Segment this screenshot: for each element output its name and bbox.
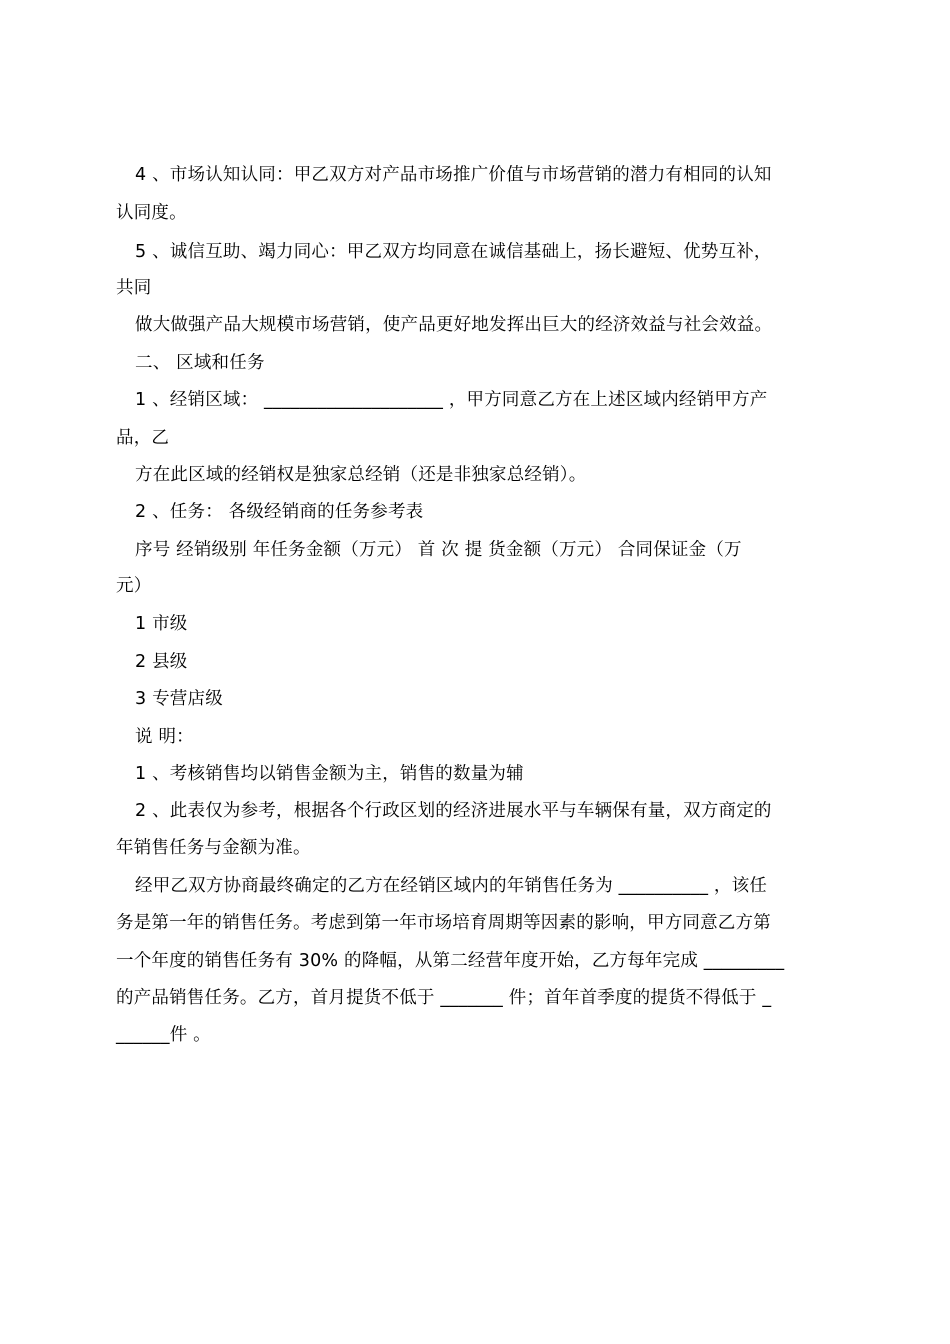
table-row: 2 县级 xyxy=(135,652,188,672)
table-row: 1 市级 xyxy=(135,614,188,634)
text-line: 1 、经销区域： ____________________ ，甲方同意乙方在上述区域内经销甲方产 xyxy=(135,390,768,410)
text-line: 4 、市场认知认同：甲乙双方对产品市场推广价值与市场营销的潜力有相同的认知 xyxy=(135,165,772,185)
text-line: ______件 。 xyxy=(116,1025,211,1045)
text-line: 经甲乙双方协商最终确定的乙方在经销区域内的年销售任务为 __________ ，该任 xyxy=(135,876,768,896)
text-line: 2 、此表仅为参考，根据各个行政区划的经济进展水平与车辆保有量，双方商定的 xyxy=(135,801,772,821)
section-heading: 二、 区域和任务 xyxy=(135,353,265,373)
table-header-line: 序号 经销级别 年任务金额（万元） 首 次 提 货金额（万元） 合同保证金（万 xyxy=(135,540,742,560)
text-line: 品，乙 xyxy=(116,428,170,448)
text-line: 的产品销售任务。乙方，首月提货不低于 _______ 件；首年首季度的提货不得低于 _ xyxy=(116,988,772,1008)
text-line: 年销售任务与金额为准。 xyxy=(116,838,311,858)
text-line: 说 明： xyxy=(135,727,194,747)
table-row: 3 专营店级 xyxy=(135,689,223,709)
text-line: 认同度。 xyxy=(116,203,187,223)
text-line: 1 、考核销售均以销售金额为主，销售的数量为辅 xyxy=(135,764,524,784)
text-line: 2 、任务： 各级经销商的任务参考表 xyxy=(135,502,424,522)
text-line: 共同 xyxy=(116,278,152,298)
text-line: 5 、诚信互助、竭力同心：甲乙双方均同意在诚信基础上，扬长避短、优势互补， xyxy=(135,242,772,262)
text-line: 务是第一年的销售任务。考虑到第一年市场培育周期等因素的影响，甲方同意乙方第 xyxy=(116,913,771,933)
table-header-line: 元） xyxy=(116,576,152,596)
text-line: 一个年度的销售任务有 30% 的降幅，从第二经营年度开始，乙方每年完成 _________ xyxy=(116,951,785,971)
text-line: 方在此区域的经销权是独家总经销（还是非独家总经销）。 xyxy=(135,465,587,485)
text-line: 做大做强产品大规模市场营销，使产品更好地发挥出巨大的经济效益与社会效益。 xyxy=(135,315,773,335)
